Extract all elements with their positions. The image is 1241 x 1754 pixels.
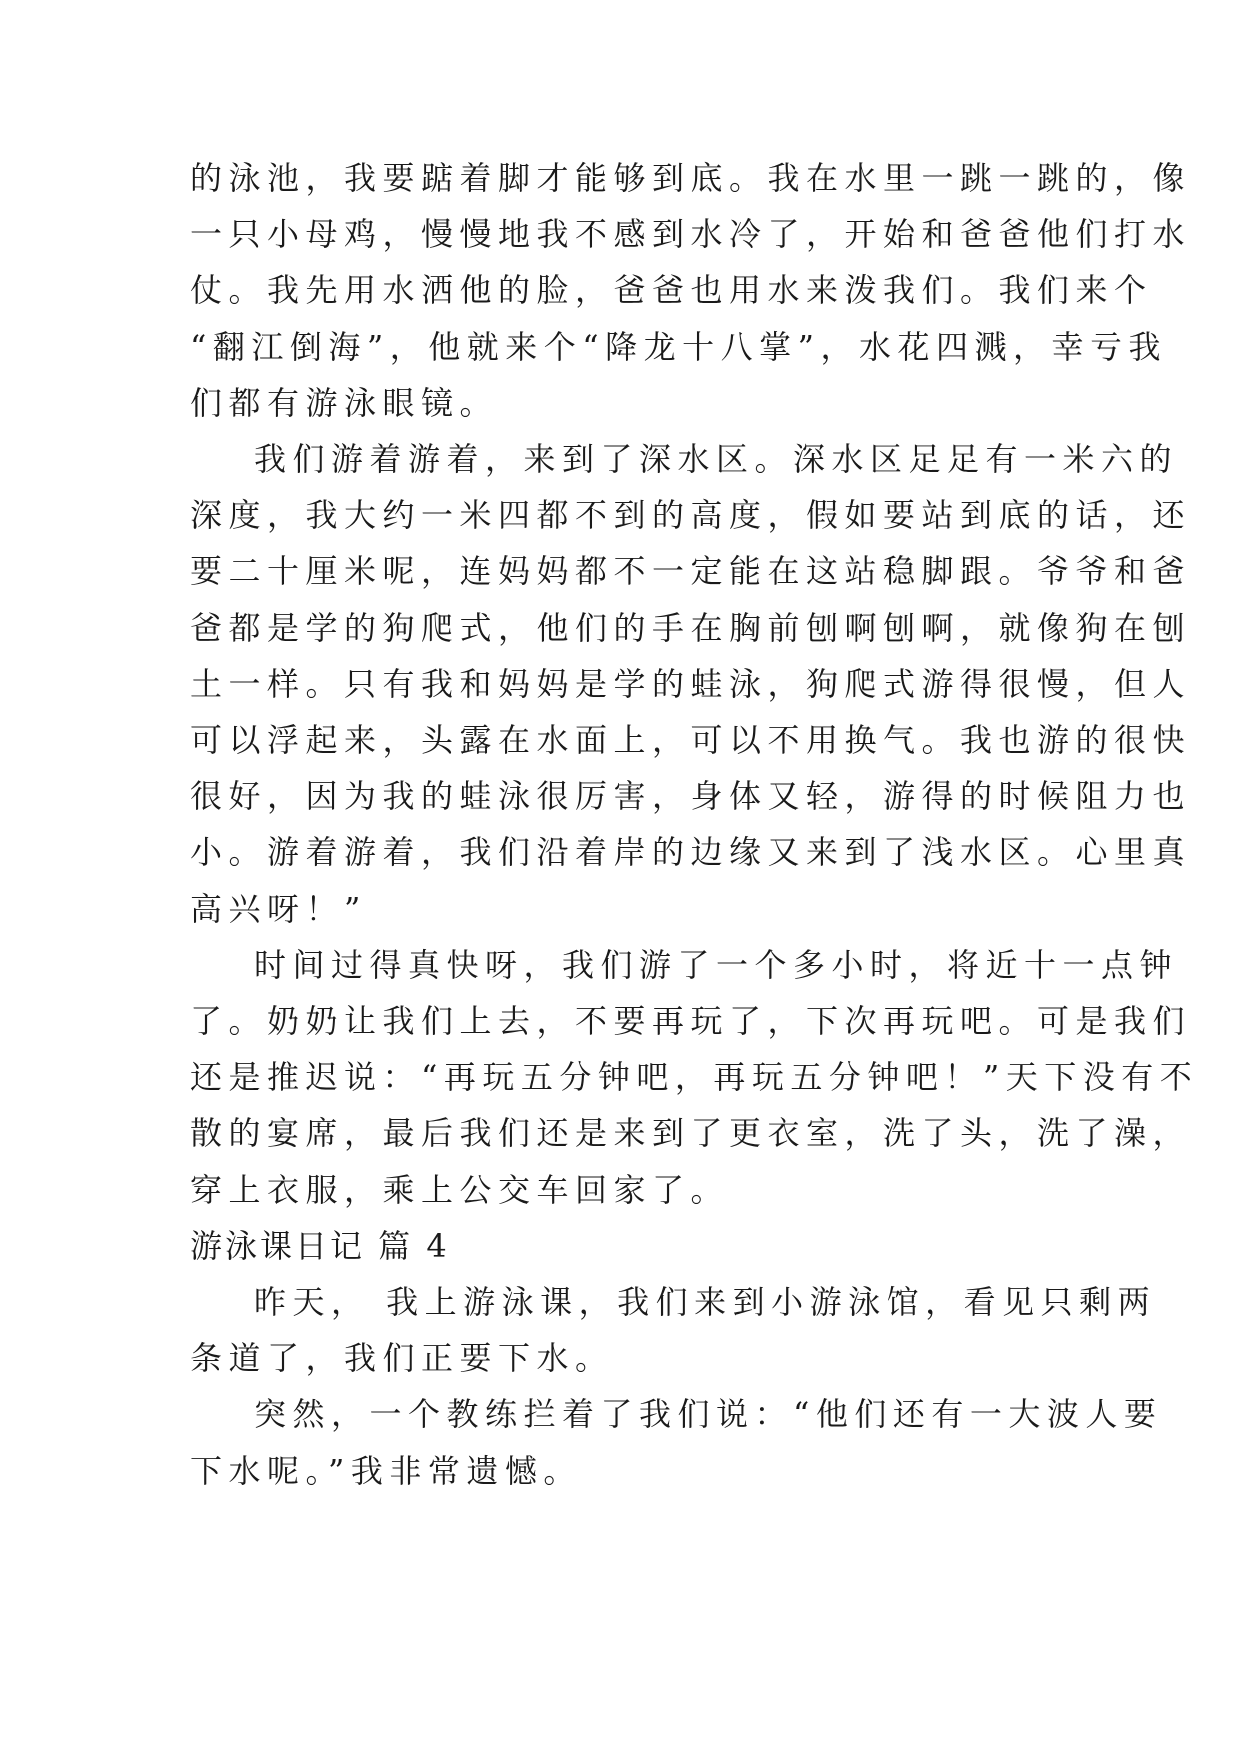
text-line: 时间过得真快呀，我们游了一个多小时，将近十一点钟: [254, 945, 1179, 984]
text-line: 还是推迟说：“再玩五分钟吧，再玩五分钟吧！”天下没有不: [190, 1058, 1199, 1097]
text-line: 可以浮起来，头露在水面上，可以不用换气。我也游的很快: [190, 721, 1192, 759]
section-heading: 游泳课日记 篇 4: [190, 1226, 450, 1265]
text-line: 一只小母鸡，慢慢地我不感到水冷了，开始和爸爸他们打水: [190, 215, 1192, 254]
text-line: 的泳池，我要踮着脚才能够到底。我在水里一跳一跳的，像: [190, 159, 1192, 197]
text-line: 了。奶奶让我们上去，不要再玩了，下次再玩吧。可是我们: [190, 1002, 1192, 1040]
text-line: 深度，我大约一米四都不到的高度，假如要站到底的话，还: [190, 496, 1192, 535]
text-line: 突然，一个教练拦着了我们说：“他们还有一大波人要: [254, 1395, 1163, 1434]
text-line: 昨天， 我上游泳课，我们来到小游泳馆，看见只剩两: [254, 1283, 1157, 1321]
text-line: 仗。我先用水洒他的脸，爸爸也用水来泼我们。我们来个: [190, 271, 1153, 310]
text-line: “翻江倒海”，他就来个“降龙十八掌”，水花四溅，幸亏我: [190, 327, 1167, 366]
text-line: 土一样。只有我和妈妈是学的蛙泳，狗爬式游得很慢，但人: [190, 664, 1192, 703]
text-line: 穿上衣服，乘上公交车回家了。: [190, 1170, 730, 1209]
text-line: 散的宴席，最后我们还是来到了更衣室，洗了头，洗了澡，: [190, 1114, 1192, 1153]
text-line: 很好，因为我的蛙泳很厉害，身体又轻，游得的时候阻力也: [190, 777, 1192, 816]
text-line: 要二十厘米呢，连妈妈都不一定能在这站稳脚跟。爷爷和爸: [190, 552, 1192, 591]
text-line: 们都有游泳眼镜。: [190, 383, 499, 422]
text-line: 我们游着游着，来到了深水区。深水区足足有一米六的: [254, 440, 1179, 478]
text-line: 下水呢。”我非常遗憾。: [190, 1451, 582, 1490]
text-line: 条道了，我们正要下水。: [190, 1339, 614, 1378]
text-line: 爸都是学的狗爬式，他们的手在胸前刨啊刨啊，就像狗在刨: [190, 608, 1192, 647]
text-line: 高兴呀！”: [190, 889, 367, 928]
text-line: 小。游着游着，我们沿着岸的边缘又来到了浅水区。心里真: [190, 833, 1192, 872]
